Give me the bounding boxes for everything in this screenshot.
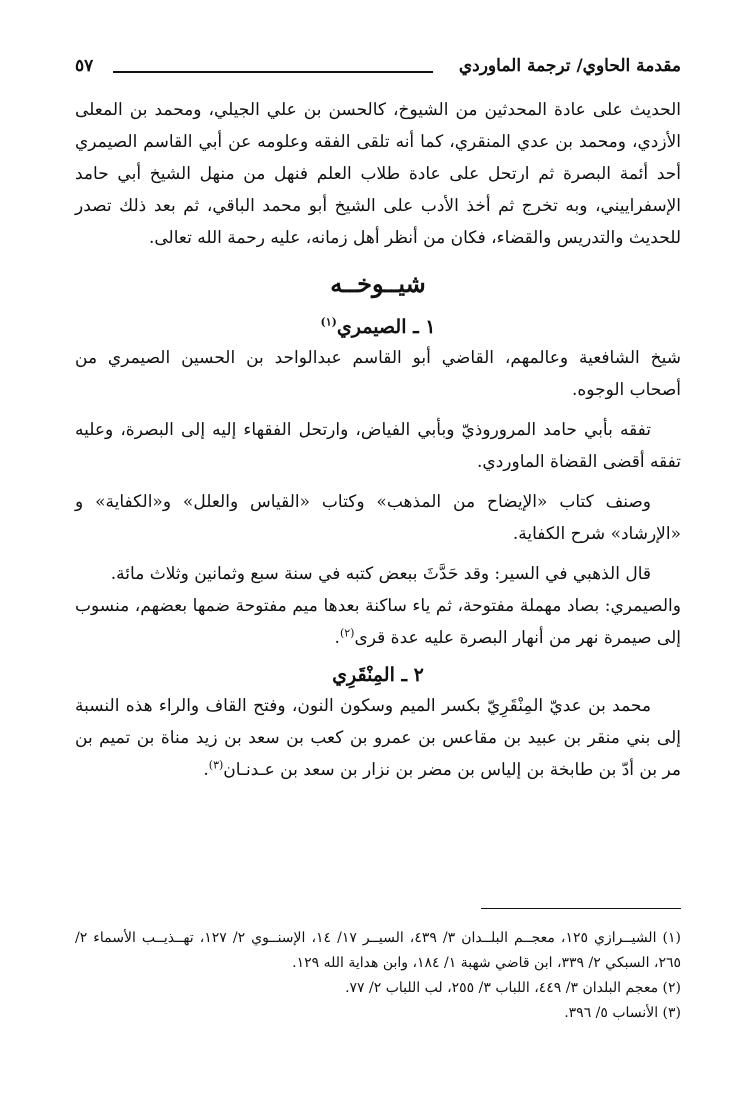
trailing-period: .: [203, 760, 209, 780]
page-number: ٥٧: [75, 56, 94, 76]
footnote: (٣) الأنساب ٥/ ٣٩٦.: [564, 1005, 681, 1021]
header-rule: [113, 71, 433, 73]
entry-paragraph: تفقه بأبي حامد المروروذيّ وبأبي الفياض، وارتحل الفقهاء إليه إلى البصرة، وعليه تفقه أقضى القضاة الماوردي.: [75, 420, 681, 472]
running-header: [75, 52, 681, 86]
entry-paragraph: [75, 690, 681, 786]
footnote-rule: [481, 908, 681, 909]
entry-paragraph: شيخ الشافعية وعالمهم، القاضي أبو القاسم عبدالواحد بن الحسين الصيمري من أصحاب الوجوه.: [75, 348, 681, 400]
footnote-ref: (١): [320, 315, 337, 329]
entry-paragraph: قال الذهبي في السير: وقد حَدَّثَ ببعض كتبه في سنة سبع وثمانين وثلاث مائة.: [110, 564, 651, 584]
footnote-ref: (٣): [208, 758, 224, 772]
page-body: [75, 94, 681, 786]
trailing-period: .: [334, 628, 340, 648]
entry-heading-text: ٢ ـ المِنْقَرِي: [332, 664, 424, 686]
running-title: مقدمة الحاوي/ ترجمة الماوردي: [458, 56, 681, 76]
entry-heading-text: ١ ـ الصيمري: [336, 316, 436, 338]
entry-heading: [75, 312, 681, 342]
intro-paragraph: الحديث على عادة المحدثين من الشيوخ، كالحسن بن علي الجيلي، ومحمد بن المعلى الأزدي، ومحمد بن عدي المنقري، كما أنه تلقى الفقه وعلومه عن أبي القاسم الصيمري أحد أئمة البصرة ثم ارتحل على عادة طلاب العلم فنهل من منهل الشيخ أبي حامد الإسفراييني، وبه تخرج ثم أخذ الأدب على الشيخ أبو محمد الباقي، ثم بعد ذلك تصدر للحديث والتدريس والقضاء، فكان من أنظر أهل زمانه، عليه رحمة الله تعالى.: [75, 100, 681, 248]
entry-paragraph: وصنف كتاب «الإيضاح من المذهب» وكتاب «القياس والعلل» و«الكفاية» و «الإرشاد» شرح الكفاية.: [75, 492, 681, 544]
entry-paragraph-text: والصيمري: بصاد مهملة مفتوحة، ثم ياء ساكنة بعدها ميم مفتوحة ضمها بعضهم، منسوب إلى صيمرة نهر من أنهار البصرة عليه عدة قرى: [75, 596, 681, 648]
section-title: شيــوخــه: [330, 269, 426, 298]
entry-paragraph: [75, 590, 681, 654]
entry-paragraph-text: محمد بن عديّ المِنْقَرِيّ بكسر الميم وسكون النون، وفتح القاف والراء هذه النسبة إلى بني منقر بن عبيد بن مقاعس بن عمرو بن كعب بن سعد بن زيد مناة بن تميم بن مر بن أدّ بن طابخة بن إلياس بن مضر بن نزار بن سعد بن عـدنـان: [75, 696, 681, 780]
footnote-ref: (٢): [339, 626, 355, 640]
entry-heading: [75, 660, 681, 690]
footnote: (١) الشيــرازي ١٢٥، معجــم البلــدان ٣/ ٤٣٩، السيــر ١٧/ ١٤، الإسنــوي ٢/ ١٢٧، تهــذيــب الأسماء ٢/ ٢٦٥، السبكي ٢/ ٣٣٩، ابن قاضي شهبة ١/ ١٨٤، وابن هداية الله ١٢٩.: [75, 930, 681, 971]
footnote: (٢) معجم البلدان ٣/ ٤٤٩، اللباب ٣/ ٢٥٥، لب اللباب ٢/ ٧٧.: [345, 980, 681, 996]
footnotes: [75, 926, 681, 1026]
